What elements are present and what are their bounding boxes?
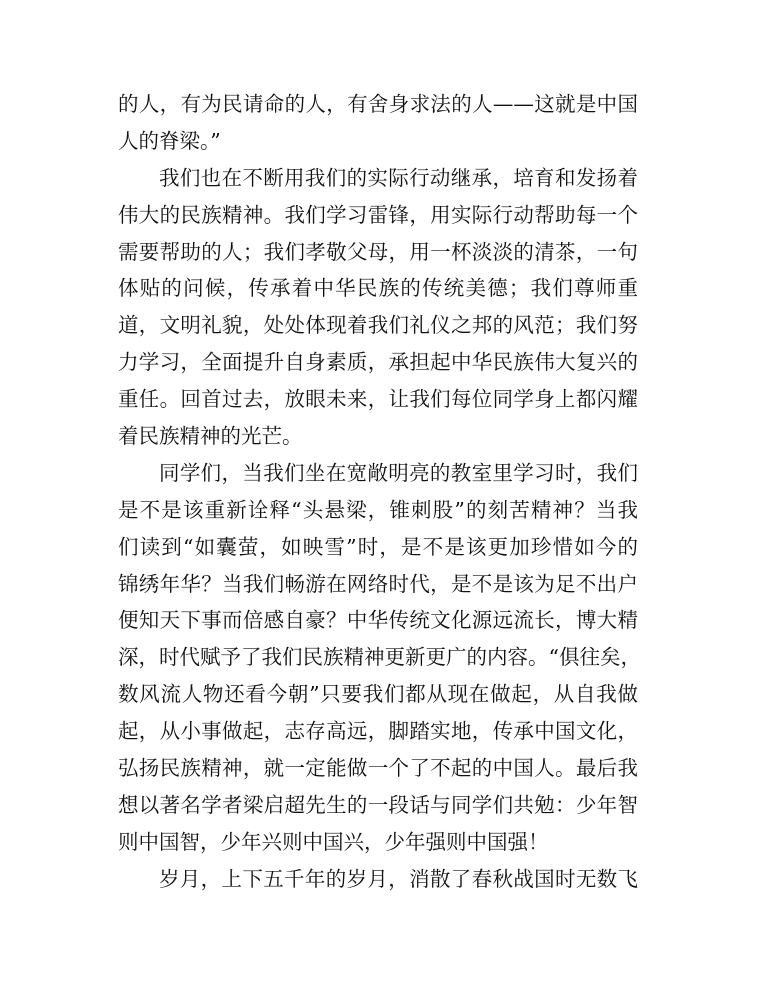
text-line: 是不是该重新诠释“头悬梁，锥刺股”的刻苦精神？当我 bbox=[118, 497, 638, 522]
paragraph-first-line: 同学们，当我们坐在宽敞明亮的教室里学习时，我们 bbox=[159, 460, 638, 485]
paragraph-first-line: 岁月，上下五千年的岁月，消散了春秋战国时无数飞 bbox=[159, 866, 638, 891]
text-line: 体贴的问候，传承着中华民族的传统美德；我们尊师重 bbox=[118, 276, 638, 301]
text-line: 伟大的民族精神。我们学习雷锋，用实际行动帮助每一个 bbox=[118, 202, 638, 227]
text-line: 弘扬民族精神，就一定能做一个了不起的中国人。最后我 bbox=[118, 756, 638, 781]
text-line: 人的脊梁。” bbox=[118, 128, 221, 153]
body-text bbox=[118, 86, 641, 898]
text-line: 想以著名学者梁启超先生的一段话与同学们共勉：少年智 bbox=[118, 792, 638, 817]
text-line: 重任。回首过去，放眼未来，让我们每位同学身上都闪耀 bbox=[118, 387, 638, 412]
paragraph-first-line: 我们也在不断用我们的实际行动继承，培育和发扬着 bbox=[159, 165, 638, 190]
text-line: 深，时代赋予了我们民族精神更新更广的内容。“俱往矣， bbox=[118, 645, 641, 670]
text-line: 着民族精神的光芒。 bbox=[118, 424, 303, 449]
text-line: 们读到“如囊萤，如映雪”时，是不是该更加珍惜如今的 bbox=[118, 534, 638, 559]
text-line: 需要帮助的人；我们孝敬父母，用一杯淡淡的清茶，一句 bbox=[118, 239, 638, 264]
text-line: 道，文明礼貌，处处体现着我们礼仪之邦的风范；我们努 bbox=[118, 313, 638, 338]
text-line: 力学习，全面提升自身素质，承担起中华民族伟大复兴的 bbox=[118, 350, 638, 375]
text-line: 起，从小事做起，志存高远，脚踏实地，传承中国文化， bbox=[118, 719, 638, 744]
text-line: 便知天下事而倍感自豪？中华传统文化源远流长，博大精 bbox=[118, 608, 638, 633]
text-line: 则中国智，少年兴则中国兴，少年强则中国强！ bbox=[118, 829, 549, 854]
text-line: 的人，有为民请命的人，有舍身求法的人——这就是中国 bbox=[118, 92, 638, 116]
text-line: 锦绣年华？当我们畅游在网络时代，是不是该为足不出户 bbox=[118, 571, 638, 596]
text-line: 数风流人物还看今朝”只要我们都从现在做起，从自我做 bbox=[118, 682, 638, 707]
